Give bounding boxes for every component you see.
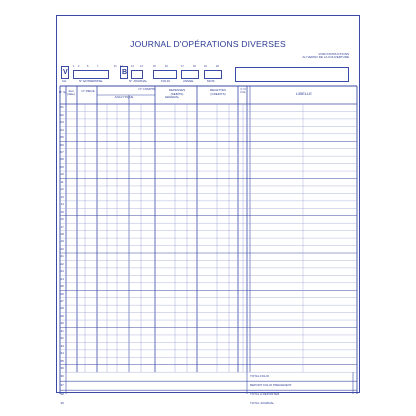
footer-row-label: TOTAL FOLIO	[250, 374, 270, 379]
header-recettes: RECETTES	[209, 88, 226, 92]
row-number: 25	[60, 284, 64, 289]
form-title: JOURNAL D'OPÉRATIONS DIVERSES	[130, 39, 286, 49]
journal-form-page	[56, 15, 360, 406]
mois-label: MOIS	[207, 79, 215, 83]
header-ligne: N° lig	[59, 90, 67, 94]
ch-code: CH	[62, 79, 67, 83]
row-number: 19	[60, 239, 64, 244]
row-number: 11	[60, 179, 64, 184]
instructions-line-2: AU VERSO DE LA COUVERTURE	[302, 55, 349, 60]
row-number: 27	[60, 299, 64, 303]
footer-row-number: 39	[60, 401, 64, 406]
field-position-number: 7	[97, 65, 99, 68]
row-number: 21	[60, 254, 64, 259]
row-number: 07	[60, 150, 64, 154]
row-number: 17	[60, 224, 64, 229]
row-number: 08	[60, 157, 64, 162]
b-letter: B	[122, 69, 128, 76]
header-compte: N° COMPTE	[138, 87, 156, 91]
v-letter: V	[63, 69, 68, 76]
row-number: 14	[60, 202, 64, 207]
footer-row-label: TOTAL JOURNAL	[250, 401, 275, 406]
row-number: 23	[60, 269, 64, 274]
folio-label: FOLIO	[161, 79, 171, 83]
row-number: 20	[60, 246, 64, 251]
field-position-number: 11	[114, 65, 117, 68]
row-number: 24	[60, 276, 64, 281]
field-position-number: 18	[193, 65, 196, 68]
field-position-number: 12	[120, 65, 123, 68]
header-jour: Jour (date)	[67, 89, 75, 97]
field-position-number: 16	[165, 65, 168, 68]
row-number: 28	[60, 306, 64, 311]
footer-row-number: 38	[60, 392, 64, 397]
field-position-number: 20	[216, 65, 219, 68]
row-number: 12	[60, 187, 64, 192]
row-number: 06	[60, 142, 64, 147]
field-position-number: 15	[153, 65, 156, 68]
footer-row-label: TOTAL A REPORTER	[250, 392, 280, 397]
row-number: 09	[60, 164, 64, 169]
row-number: 05	[60, 135, 64, 140]
header-analytique: ANALYTIQUE	[114, 95, 134, 99]
field-position-number: 17	[181, 65, 184, 68]
row-number: 30	[60, 321, 64, 326]
journal-label: N° JOURNAL	[129, 79, 148, 83]
header-depenses: DEPENSES	[168, 88, 186, 92]
header-piece: N° PIECE	[81, 89, 95, 93]
row-number: 04	[60, 127, 64, 132]
row-number: 13	[60, 194, 64, 199]
field-position-number: 13	[131, 65, 134, 68]
footer-row-number: 37	[60, 383, 64, 388]
header-code: C O D E	[240, 87, 246, 95]
row-number: 31	[60, 328, 64, 333]
annee-label: ANNEE	[183, 79, 194, 83]
row-number: 35	[60, 358, 64, 363]
row-number: 10	[60, 172, 64, 177]
row-number: 15	[60, 209, 64, 214]
row-number: 03	[60, 120, 64, 125]
field-position-number: 19	[204, 65, 207, 68]
row-number: 32	[60, 336, 64, 341]
footer-row-number: 36	[60, 374, 64, 379]
row-number: 02	[60, 112, 64, 117]
row-number: 34	[60, 351, 64, 356]
field-position-number: 1	[73, 65, 75, 68]
row-number: 01	[60, 105, 64, 110]
header-depenses-sub: (DEBITS)	[170, 92, 184, 96]
field-position-number: 5	[87, 65, 89, 68]
row-number: 22	[60, 261, 64, 266]
field-position-number: 2	[78, 65, 80, 68]
row-number: 26	[60, 291, 64, 296]
row-number: 16	[60, 217, 64, 222]
header-libelle: LIBELLE	[296, 91, 312, 96]
row-number: 36	[60, 366, 64, 371]
header-recettes-sub: (CREDITS)	[210, 92, 226, 96]
field-position-number: 14	[140, 65, 143, 68]
row-number: 29	[60, 313, 64, 318]
entreprise-label: N° ENTREPRISE	[79, 79, 103, 83]
row-number: 18	[60, 231, 64, 236]
row-number: 33	[60, 343, 64, 348]
instructions-line-1: VOIR INSTRUCTIONS	[318, 52, 349, 56]
header-general: GENERAL	[164, 95, 180, 99]
footer-row-label: REPORT FOLIO PRECEDENT	[250, 383, 292, 388]
